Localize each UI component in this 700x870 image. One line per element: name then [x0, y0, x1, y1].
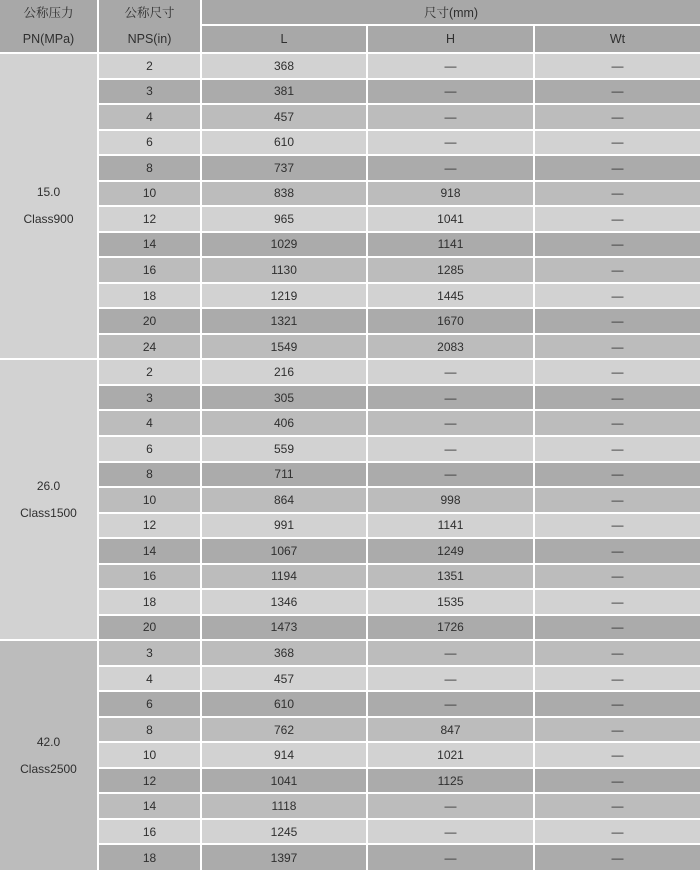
- table-row: [0, 742, 700, 768]
- nps-cell: 6: [98, 691, 201, 717]
- wt-value-cell: —: [534, 742, 700, 768]
- table-row: [0, 232, 700, 258]
- table-body: [0, 53, 700, 870]
- l-value-cell: 1194: [201, 564, 367, 590]
- h-value-cell: —: [367, 666, 534, 692]
- h-value-cell: 1445: [367, 283, 534, 309]
- h-value-cell: 1670: [367, 308, 534, 334]
- header-col-L: L: [201, 25, 367, 53]
- l-value-cell: 1397: [201, 844, 367, 870]
- table-row: [0, 257, 700, 283]
- wt-value-cell: —: [534, 155, 700, 181]
- l-value-cell: 1067: [201, 538, 367, 564]
- table-row: [0, 385, 700, 411]
- nps-cell: 8: [98, 717, 201, 743]
- table-row: [0, 564, 700, 590]
- l-value-cell: 1029: [201, 232, 367, 258]
- nps-cell: 16: [98, 819, 201, 845]
- header-pressure-cn: 公称压力: [23, 6, 74, 20]
- table-row: [0, 589, 700, 615]
- wt-value-cell: —: [534, 640, 700, 666]
- h-value-cell: 2083: [367, 334, 534, 360]
- l-value-cell: 381: [201, 79, 367, 105]
- nps-cell: 3: [98, 385, 201, 411]
- table-row: [0, 104, 700, 130]
- wt-value-cell: —: [534, 436, 700, 462]
- wt-value-cell: —: [534, 79, 700, 105]
- table-row: [0, 155, 700, 181]
- table-row: [0, 308, 700, 334]
- h-value-cell: 1125: [367, 768, 534, 794]
- nps-cell: 14: [98, 232, 201, 258]
- group-class-label: Class900: [23, 212, 74, 227]
- group-class-label: Class2500: [20, 761, 77, 776]
- table-row: [0, 819, 700, 845]
- wt-value-cell: —: [534, 334, 700, 360]
- table-header: [0, 0, 700, 53]
- nps-cell: 16: [98, 257, 201, 283]
- wt-value-cell: —: [534, 538, 700, 564]
- nps-cell: 10: [98, 487, 201, 513]
- wt-value-cell: —: [534, 462, 700, 488]
- table-row: [0, 538, 700, 564]
- wt-value-cell: —: [534, 385, 700, 411]
- h-value-cell: —: [367, 53, 534, 79]
- nps-cell: 2: [98, 359, 201, 385]
- wt-value-cell: —: [534, 130, 700, 156]
- table-row: [0, 283, 700, 309]
- wt-value-cell: —: [534, 487, 700, 513]
- h-value-cell: 847: [367, 717, 534, 743]
- nps-cell: 18: [98, 283, 201, 309]
- l-value-cell: 368: [201, 53, 367, 79]
- group-label-cell: [0, 53, 98, 359]
- table-row: [0, 462, 700, 488]
- nps-cell: 4: [98, 666, 201, 692]
- wt-value-cell: —: [534, 283, 700, 309]
- table-row: [0, 768, 700, 794]
- h-value-cell: —: [367, 130, 534, 156]
- nps-cell: 8: [98, 462, 201, 488]
- l-value-cell: 1219: [201, 283, 367, 309]
- table-row: [0, 487, 700, 513]
- table-row: [0, 717, 700, 743]
- h-value-cell: 1021: [367, 742, 534, 768]
- nps-cell: 12: [98, 513, 201, 539]
- table-row: [0, 666, 700, 692]
- l-value-cell: 914: [201, 742, 367, 768]
- wt-value-cell: —: [534, 206, 700, 232]
- h-value-cell: —: [367, 640, 534, 666]
- wt-value-cell: —: [534, 104, 700, 130]
- l-value-cell: 1130: [201, 257, 367, 283]
- h-value-cell: 1535: [367, 589, 534, 615]
- h-value-cell: —: [367, 436, 534, 462]
- wt-value-cell: —: [534, 589, 700, 615]
- l-value-cell: 1321: [201, 308, 367, 334]
- wt-value-cell: —: [534, 53, 700, 79]
- h-value-cell: 1141: [367, 513, 534, 539]
- l-value-cell: 838: [201, 181, 367, 207]
- table-row: [0, 640, 700, 666]
- group-pn-value: 15.0: [36, 185, 61, 200]
- nps-cell: 12: [98, 206, 201, 232]
- wt-value-cell: —: [534, 181, 700, 207]
- h-value-cell: —: [367, 410, 534, 436]
- l-value-cell: 762: [201, 717, 367, 743]
- table-row: [0, 359, 700, 385]
- h-value-cell: —: [367, 79, 534, 105]
- group-label-cell: [0, 359, 98, 640]
- h-value-cell: —: [367, 462, 534, 488]
- wt-value-cell: —: [534, 308, 700, 334]
- group-label-cell: [0, 640, 98, 870]
- h-value-cell: —: [367, 155, 534, 181]
- wt-value-cell: —: [534, 410, 700, 436]
- wt-value-cell: —: [534, 564, 700, 590]
- table-row: [0, 691, 700, 717]
- group-pn-value: 26.0: [36, 478, 61, 493]
- nps-cell: 14: [98, 793, 201, 819]
- table-row: [0, 53, 700, 79]
- h-value-cell: —: [367, 844, 534, 870]
- nps-cell: 3: [98, 640, 201, 666]
- l-value-cell: 305: [201, 385, 367, 411]
- table-row: [0, 206, 700, 232]
- table-row: [0, 181, 700, 207]
- h-value-cell: —: [367, 104, 534, 130]
- h-value-cell: —: [367, 793, 534, 819]
- nps-cell: 20: [98, 308, 201, 334]
- nps-cell: 6: [98, 436, 201, 462]
- nps-cell: 16: [98, 564, 201, 590]
- wt-value-cell: —: [534, 232, 700, 258]
- table-row: [0, 844, 700, 870]
- l-value-cell: 610: [201, 130, 367, 156]
- nps-cell: 14: [98, 538, 201, 564]
- header-size: [98, 0, 201, 53]
- h-value-cell: —: [367, 691, 534, 717]
- l-value-cell: 406: [201, 410, 367, 436]
- nps-cell: 3: [98, 79, 201, 105]
- header-pressure: [0, 0, 98, 53]
- l-value-cell: 1245: [201, 819, 367, 845]
- wt-value-cell: —: [534, 615, 700, 641]
- nps-cell: 18: [98, 589, 201, 615]
- nps-cell: 2: [98, 53, 201, 79]
- table-row: [0, 410, 700, 436]
- wt-value-cell: —: [534, 257, 700, 283]
- wt-value-cell: —: [534, 819, 700, 845]
- table-row: [0, 436, 700, 462]
- wt-value-cell: —: [534, 793, 700, 819]
- h-value-cell: 1285: [367, 257, 534, 283]
- l-value-cell: 711: [201, 462, 367, 488]
- l-value-cell: 1473: [201, 615, 367, 641]
- table-row: [0, 79, 700, 105]
- table-row: [0, 130, 700, 156]
- l-value-cell: 457: [201, 666, 367, 692]
- table-row: [0, 513, 700, 539]
- group-class-label: Class1500: [20, 505, 77, 520]
- group-pn-value: 42.0: [36, 734, 61, 749]
- l-value-cell: 737: [201, 155, 367, 181]
- nps-cell: 10: [98, 181, 201, 207]
- l-value-cell: 1346: [201, 589, 367, 615]
- wt-value-cell: —: [534, 717, 700, 743]
- header-dims-title: 尺寸(mm): [201, 0, 700, 25]
- h-value-cell: —: [367, 359, 534, 385]
- l-value-cell: 864: [201, 487, 367, 513]
- l-value-cell: 457: [201, 104, 367, 130]
- wt-value-cell: —: [534, 666, 700, 692]
- h-value-cell: 1351: [367, 564, 534, 590]
- header-size-cn: 公称尺寸: [124, 6, 175, 20]
- table-row: [0, 793, 700, 819]
- wt-value-cell: —: [534, 359, 700, 385]
- l-value-cell: 1041: [201, 768, 367, 794]
- h-value-cell: 1041: [367, 206, 534, 232]
- nps-cell: 6: [98, 130, 201, 156]
- wt-value-cell: —: [534, 513, 700, 539]
- l-value-cell: 368: [201, 640, 367, 666]
- nps-cell: 18: [98, 844, 201, 870]
- l-value-cell: 965: [201, 206, 367, 232]
- nps-cell: 20: [98, 615, 201, 641]
- nps-cell: 10: [98, 742, 201, 768]
- nps-cell: 12: [98, 768, 201, 794]
- h-value-cell: 1249: [367, 538, 534, 564]
- l-value-cell: 1118: [201, 793, 367, 819]
- table-row: [0, 615, 700, 641]
- l-value-cell: 610: [201, 691, 367, 717]
- table-row: [0, 334, 700, 360]
- h-value-cell: 1141: [367, 232, 534, 258]
- h-value-cell: 1726: [367, 615, 534, 641]
- h-value-cell: 918: [367, 181, 534, 207]
- l-value-cell: 559: [201, 436, 367, 462]
- nps-cell: 8: [98, 155, 201, 181]
- h-value-cell: 998: [367, 487, 534, 513]
- l-value-cell: 1549: [201, 334, 367, 360]
- wt-value-cell: —: [534, 691, 700, 717]
- nps-cell: 4: [98, 410, 201, 436]
- h-value-cell: —: [367, 819, 534, 845]
- h-value-cell: —: [367, 385, 534, 411]
- nps-cell: 4: [98, 104, 201, 130]
- wt-value-cell: —: [534, 768, 700, 794]
- nps-cell: 24: [98, 334, 201, 360]
- wt-value-cell: —: [534, 844, 700, 870]
- header-col-Wt: Wt: [534, 25, 700, 53]
- l-value-cell: 216: [201, 359, 367, 385]
- l-value-cell: 991: [201, 513, 367, 539]
- header-col-H: H: [367, 25, 534, 53]
- header-pressure-en: PN(MPa): [22, 32, 75, 46]
- header-size-en: NPS(in): [127, 32, 172, 46]
